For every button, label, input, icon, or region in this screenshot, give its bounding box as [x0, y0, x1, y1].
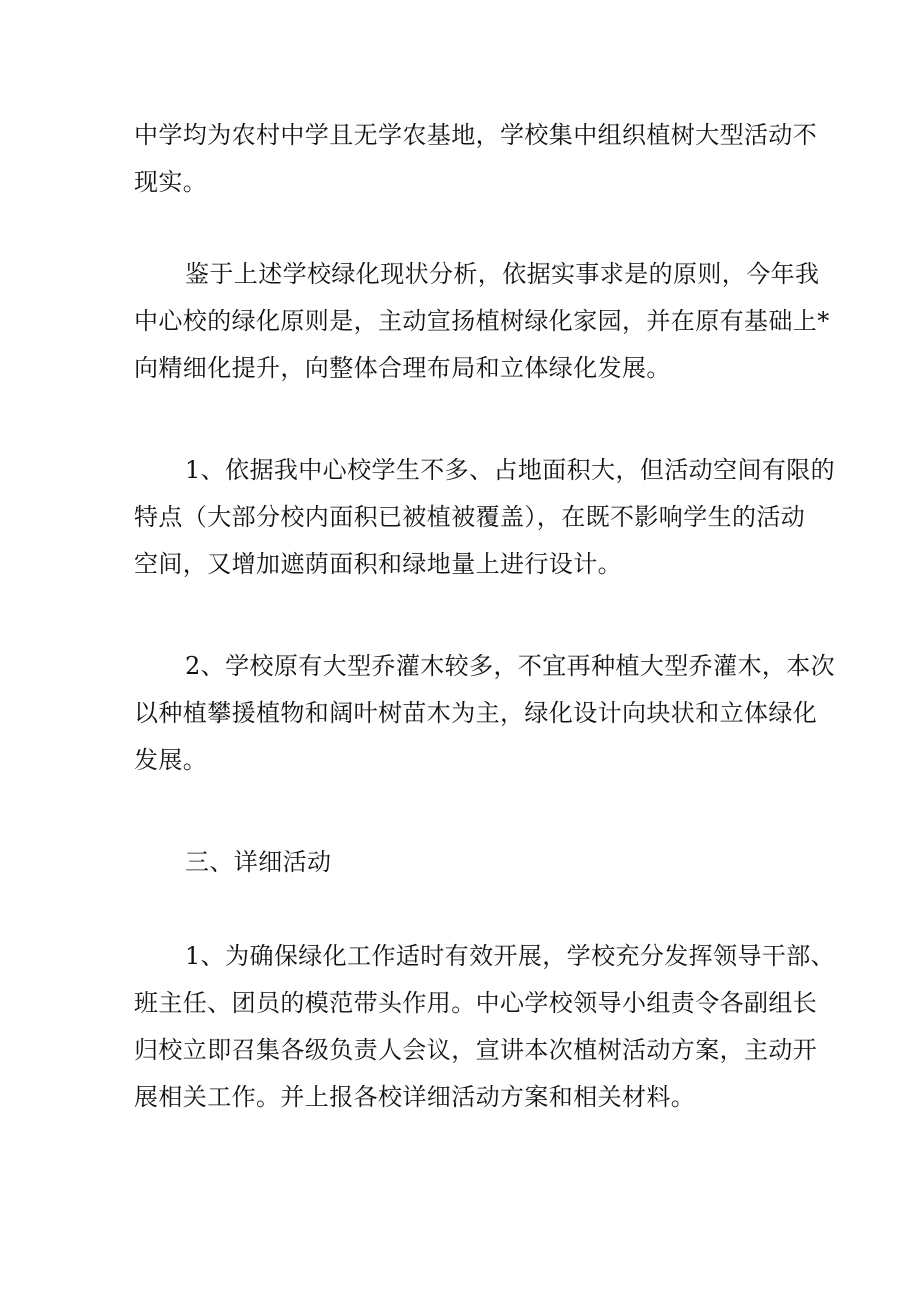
section-heading [134, 839, 794, 886]
text-line: 中心校的绿化原则是，主动宣扬植树绿化家园，并在原有基础上* [134, 307, 830, 335]
text-line: 向精细化提升，向整体合理布局和立体绿化发展。 [134, 354, 671, 382]
heading-text: 三、详细活动 [185, 848, 332, 876]
paragraph-activity-1 [134, 933, 836, 1121]
text-line: 特点（大部分校内面积已被植被覆盖），在既不影响学生的活动 [134, 503, 806, 531]
text-line: 班主任、团员的模范带头作用。中心学校领导小组责令各副组长 [134, 989, 818, 1017]
text-line: 现实。 [134, 168, 208, 196]
text-line: 空间，又增加遮荫面积和绿地量上进行设计。 [134, 550, 622, 578]
text-line: 发展。 [134, 746, 208, 774]
paragraph-greening-principle [134, 251, 830, 392]
text-line: 归校立即召集各级负责人会议，宣讲本次植树活动方案，主动开 [134, 1036, 818, 1064]
text-line: 2、学校原有大型乔灌木较多，不宜再种植大型乔灌木，本次 [185, 652, 836, 680]
text-line: 1、为确保绿化工作适时有效开展，学校充分发挥领导干部、 [185, 942, 836, 970]
text-line: 展相关工作。并上报各校详细活动方案和相关材料。 [134, 1083, 696, 1111]
paragraph-item-2 [134, 643, 836, 784]
paragraph-continuation [134, 112, 818, 206]
text-line: 中学均为农村中学且无学农基地，学校集中组织植树大型活动不 [134, 121, 818, 149]
text-line: 鉴于上述学校绿化现状分析，依据实事求是的原则，今年我 [185, 260, 820, 288]
text-line: 以种植攀援植物和阔叶树苗木为主，绿化设计向块状和立体绿化 [134, 699, 818, 727]
paragraph-item-1 [134, 447, 836, 588]
text-line: 1、依据我中心校学生不多、占地面积大，但活动空间有限的 [185, 456, 836, 484]
